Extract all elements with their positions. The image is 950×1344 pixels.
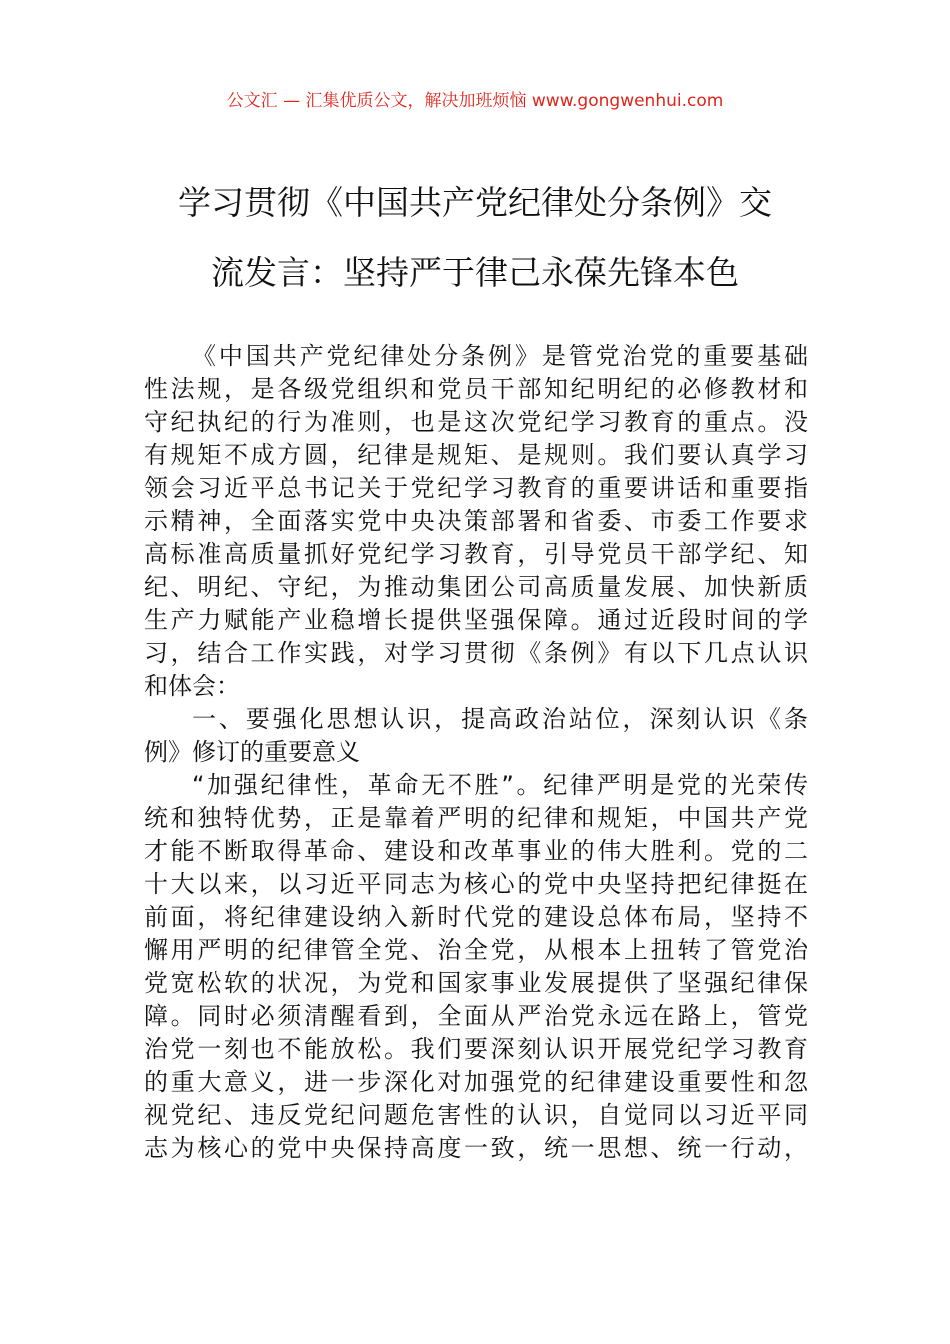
title-line-1: 学习贯彻《中国共产党纪律处分条例》交 bbox=[178, 183, 772, 222]
body-line: 《中国共产党纪律处分条例》是管党治党的重要基础 bbox=[192, 342, 808, 370]
heading-line: 例》修订的重要意义 bbox=[144, 738, 360, 766]
body-line: 示精神，全面落实党中央决策部署和省委、市委工作要求 bbox=[144, 507, 808, 535]
body-line: 十大以来，以习近平同志为核心的党中央坚持把纪律挺在 bbox=[144, 870, 808, 898]
body-line: 前面，将纪律建设纳入新时代党的建设总体布局，坚持不 bbox=[144, 903, 808, 931]
header-watermark: 公文汇 — 汇集优质公文，解决加班烦恼 www.gongwenhui.com bbox=[226, 91, 724, 111]
body-line: 纪、明纪、守纪，为推动集团公司高质量发展、加快新质 bbox=[144, 573, 808, 601]
body-line: 党宽松软的状况，为党和国家事业发展提供了坚强纪律保 bbox=[144, 969, 808, 997]
section-heading-1 bbox=[144, 703, 808, 769]
body-line: 懈用严明的纪律管全党、治全党，从根本上扭转了管党治 bbox=[144, 936, 808, 964]
body-line: 治党一刻也不能放松。我们要深刻认识开展党纪学习教育 bbox=[144, 1035, 808, 1063]
body-line: 性法规，是各级党组织和党员干部知纪明纪的必修教材和 bbox=[144, 375, 808, 403]
paragraph-discipline bbox=[144, 769, 808, 1165]
document-body bbox=[144, 340, 808, 1165]
body-line: 才能不断取得革命、建设和改革事业的伟大胜利。党的二 bbox=[144, 837, 808, 865]
body-line: 志为核心的党中央保持高度一致，统一思想、统一行动， bbox=[144, 1134, 808, 1162]
body-line: 统和独特优势，正是靠着严明的纪律和规矩，中国共产党 bbox=[144, 804, 808, 832]
document-title bbox=[140, 168, 810, 308]
title-line-2: 流发言：坚持严于律己永葆先锋本色 bbox=[211, 253, 739, 292]
body-line: 障。同时必须清醒看到，全面从严治党永远在路上，管党 bbox=[144, 1002, 808, 1030]
body-line: 和体会： bbox=[144, 672, 240, 700]
body-line: 领会习近平总书记关于党纪学习教育的重要讲话和重要指 bbox=[144, 474, 808, 502]
body-line: 的重大意义，进一步深化对加强党的纪律建设重要性和忽 bbox=[144, 1068, 808, 1096]
body-line: 守纪执纪的行为准则，也是这次党纪学习教育的重点。没 bbox=[144, 408, 808, 436]
body-line: 习，结合工作实践，对学习贯彻《条例》有以下几点认识 bbox=[144, 639, 808, 667]
body-line: 高标准高质量抓好党纪学习教育，引导党员干部学纪、知 bbox=[144, 540, 808, 568]
body-line: 生产力赋能产业稳增长提供坚强保障。通过近段时间的学 bbox=[144, 606, 808, 634]
heading-line: 一、要强化思想认识，提高政治站位，深刻认识《条 bbox=[192, 705, 808, 733]
paragraph-intro bbox=[144, 340, 808, 703]
body-line: 视党纪、违反党纪问题危害性的认识，自觉同以习近平同 bbox=[144, 1101, 808, 1129]
body-line: “加强纪律性，革命无不胜”。纪律严明是党的光荣传 bbox=[192, 771, 808, 799]
body-line: 有规矩不成方圆，纪律是规矩、是规则。我们要认真学习 bbox=[144, 441, 808, 469]
